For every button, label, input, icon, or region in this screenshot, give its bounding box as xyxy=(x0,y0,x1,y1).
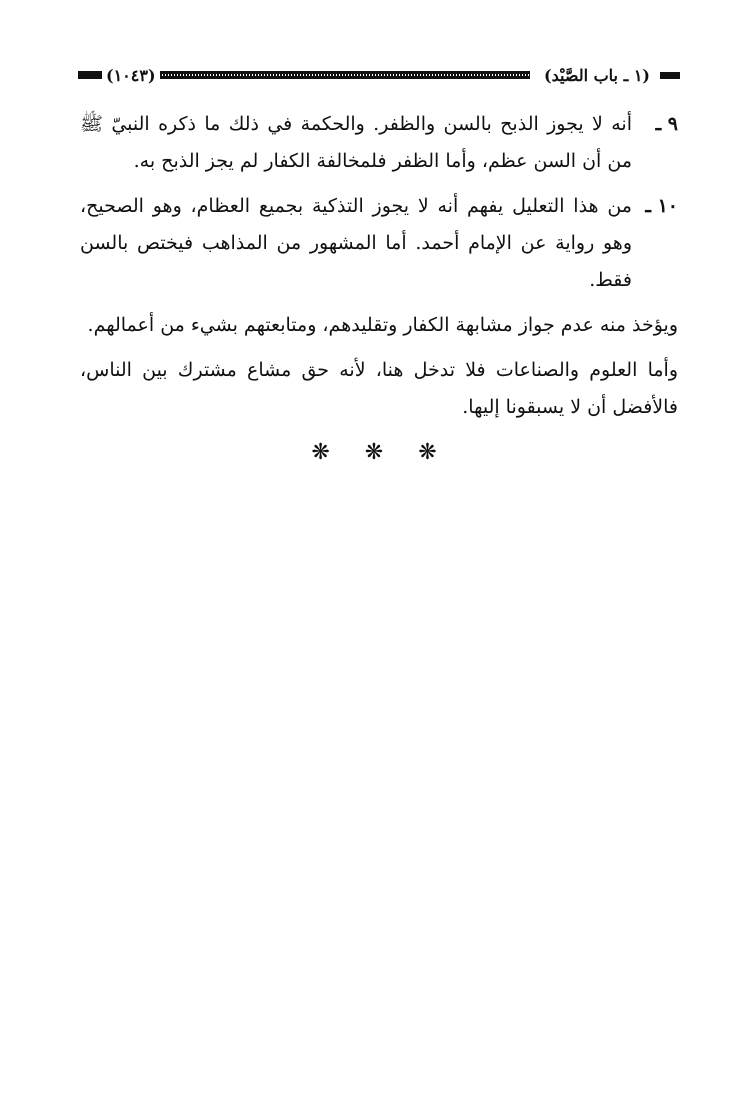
header-rule xyxy=(160,71,531,79)
chapter-title: (١ ـ باب الصَّيْد) xyxy=(544,65,650,85)
paragraph: ويؤخذ منه عدم جواز مشابهة الكفار وتقليدهم، ومتابعتهم بشيء من أعمالهم. xyxy=(87,314,678,336)
running-header xyxy=(78,60,680,90)
flower-ornament-icon: ❋ xyxy=(364,440,394,465)
page-content xyxy=(80,106,678,471)
header-mark-left xyxy=(78,71,102,79)
flower-ornament-icon: ❋ xyxy=(311,440,340,465)
numbered-item-9 xyxy=(80,106,678,180)
item-number: ٩ ـ xyxy=(655,113,678,135)
paragraph: وأما العلوم والصناعات فلا تدخل هنا، لأنه حق مشاع مشترك بين الناس، فالأفضل أن لا يسبقونا إليها. xyxy=(80,359,678,418)
flower-ornament-icon: ❋ xyxy=(418,440,447,465)
page-number: (١٠٤٣) xyxy=(106,65,156,85)
section-end-ornament xyxy=(80,434,678,471)
numbered-item-10 xyxy=(80,188,678,299)
item-text: أنه لا يجوز الذبح بالسن والظفر. والحكمة في ذلك ما ذكره النبيّ ﷺ من أن السن عظم، وأما الظفر فلمخالفة الكفار لم يجز الذبح به. xyxy=(80,113,632,172)
item-text: من هذا التعليل يفهم أنه لا يجوز التذكية بجميع العظام، وهو الصحيح، وهو رواية عن الإمام أحمد. أما المشهور من المذاهب فيختص بالسن فقط. xyxy=(80,195,632,291)
item-number: ١٠ ـ xyxy=(645,195,678,217)
header-mark-right xyxy=(660,72,680,79)
